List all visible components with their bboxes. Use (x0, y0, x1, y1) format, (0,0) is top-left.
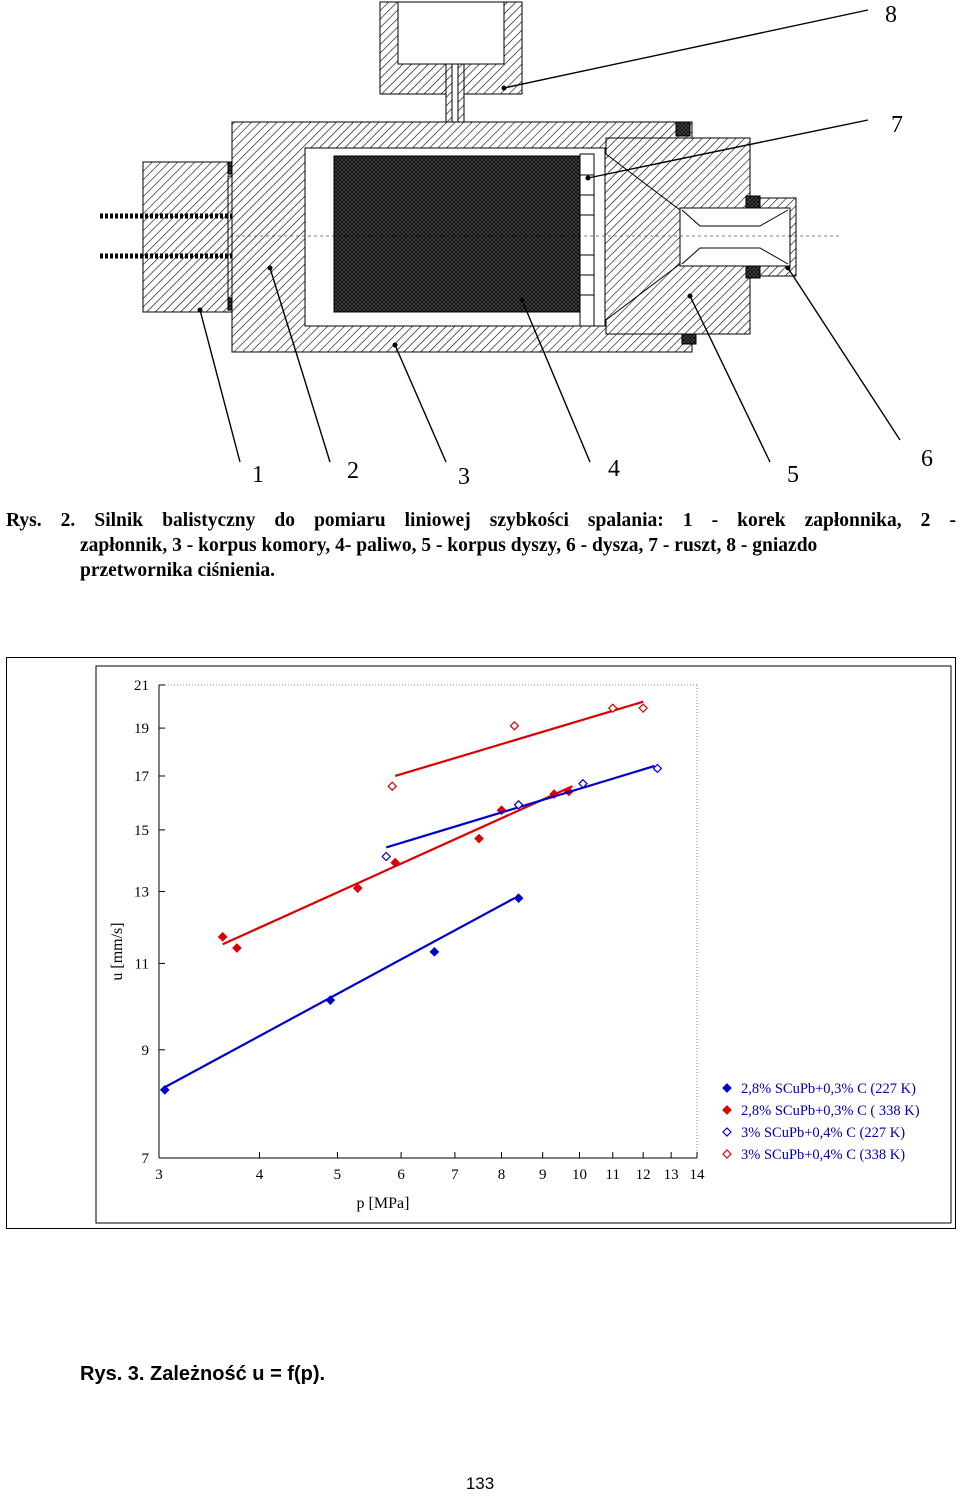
x-tick-label: 4 (255, 1167, 264, 1183)
part-number-2: 2 (347, 458, 359, 484)
fit-line-series-2 (223, 786, 573, 944)
legend-label-2: 2,8% SCuPb+0,3% C ( 338 K) (741, 1103, 920, 1119)
x-tick-label: 14 (689, 1167, 705, 1183)
x-tick-label: 3 (155, 1167, 163, 1183)
legend-label-3: 3% SCuPb+0,4% C (227 K) (741, 1125, 906, 1141)
x-tick-label: 6 (397, 1167, 405, 1183)
data-point-series-3 (653, 764, 661, 772)
ballistic-motor-diagram (0, 0, 960, 490)
x-tick-label: 9 (538, 1167, 547, 1183)
fit-line-series-1 (165, 898, 515, 1087)
y-tick-label: 13 (134, 884, 149, 901)
legend-marker-1 (723, 1084, 731, 1092)
part-number-4: 4 (608, 456, 620, 482)
legend-marker-3 (723, 1128, 731, 1136)
caption-line-3: przetwornika ciśnienia. (80, 560, 275, 581)
x-tick-label: 7 (451, 1167, 459, 1183)
propellant-grain (334, 156, 580, 312)
nozzle (680, 196, 790, 278)
data-point-series-1 (430, 948, 438, 956)
part-number-3: 3 (458, 464, 470, 490)
page-number: 133 (465, 1474, 495, 1493)
data-point-series-3 (382, 853, 390, 861)
data-point-series-1 (161, 1086, 169, 1094)
data-point-series-2 (233, 944, 241, 952)
caption-line-1: Rys. 2. Silnik balistyczny do pomiaru liniowej szybkości spalania: 1 - korek zapłonnika, 2 - (6, 510, 956, 531)
part-number-8: 8 (885, 2, 897, 28)
y-tick-label: 15 (134, 822, 149, 839)
legend-marker-4 (723, 1150, 731, 1158)
part-number-6: 6 (921, 446, 933, 472)
y-tick-label: 9 (141, 1042, 149, 1059)
y-tick-label: 19 (134, 721, 149, 738)
y-tick-label: 21 (134, 678, 149, 694)
data-point-series-4 (388, 782, 396, 790)
y-axis-label: u [mm/s] (109, 922, 126, 981)
figure-3-caption: Rys. 3. Zależność u = f(p). (80, 1363, 326, 1385)
legend-label-4: 3% SCuPb+0,4% C (338 K) (741, 1147, 906, 1163)
part-number-7: 7 (891, 112, 903, 138)
legend-marker-2 (723, 1106, 731, 1114)
x-tick-label: 13 (663, 1167, 679, 1183)
chart-frame (6, 657, 956, 1229)
data-point-series-1 (515, 894, 523, 902)
x-tick-label: 5 (333, 1167, 342, 1183)
caption-line-2: zapłonnik, 3 - korpus komory, 4- paliwo, 5 - korpus dyszy, 6 - dysza, 7 - ruszt, 8 - gniazdo (80, 535, 818, 556)
fit-line-series-4 (395, 702, 643, 776)
x-axis-label: p [MPa] (356, 1195, 410, 1212)
data-point-series-2 (475, 835, 483, 843)
y-tick-label: 11 (134, 956, 149, 973)
x-tick-label: 11 (605, 1167, 621, 1183)
part-number-1: 1 (252, 462, 264, 488)
legend-label-1: 2,8% SCuPb+0,3% C (227 K) (741, 1081, 916, 1097)
y-tick-label: 17 (134, 768, 149, 785)
data-point-series-2 (219, 933, 227, 941)
y-tick-label: 7 (141, 1151, 149, 1167)
figure-2-caption (6, 508, 956, 583)
burning-rate-chart (7, 658, 955, 1228)
x-tick-label: 12 (635, 1167, 651, 1183)
part-number-5: 5 (787, 462, 799, 488)
x-tick-label: 10 (571, 1167, 587, 1183)
data-point-series-4 (639, 704, 647, 712)
data-point-series-4 (510, 722, 518, 730)
x-tick-label: 8 (497, 1167, 506, 1183)
